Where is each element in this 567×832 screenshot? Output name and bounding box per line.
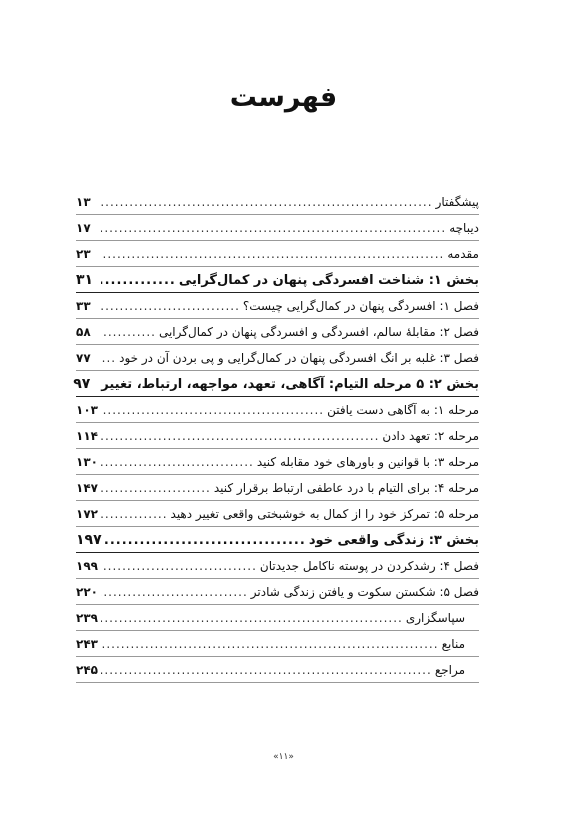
toc-entry-chapter-5[interactable]	[76, 579, 479, 605]
toc-entry-chapter-2[interactable]	[76, 319, 479, 345]
toc-leader-dots	[101, 423, 379, 449]
toc-leader-dots	[101, 241, 444, 267]
toc-leader-dots	[101, 189, 433, 215]
toc-entry-label: مرحله ۲: تعهد دادن	[382, 429, 479, 443]
toc-entry-label: مراجع	[434, 663, 465, 677]
toc-leader-dots	[101, 268, 176, 294]
toc-page-number: ۱۱۴	[76, 429, 98, 443]
toc-leader-dots	[101, 579, 248, 605]
toc-page-number: ۱۴۷	[76, 481, 98, 495]
toc-leader-dots	[105, 528, 306, 554]
toc-part-label: بخش ۳: زندگی واقعی خود	[308, 533, 479, 548]
toc-entry-label: مرحله ۵: تمرکز خود را از کمال به خوشبختی واقعی تغییر دهید	[170, 507, 479, 521]
toc-entry-label: سپاسگزاری	[405, 611, 465, 625]
toc-page-number: ۷۷	[76, 351, 91, 365]
toc-entry-introduction[interactable]	[76, 241, 479, 267]
toc-page-number: ۵۸	[76, 325, 91, 339]
toc-entry-label: فصل ۴: رشدکردن در پوسته ناکامل جدیدتان	[259, 559, 479, 573]
toc-leader-dots	[101, 449, 254, 475]
toc-page-number: ۲۴۳	[76, 637, 98, 651]
toc-page-number: ۳۳	[76, 299, 91, 313]
toc-part-1[interactable]	[76, 267, 479, 293]
toc-page-number: ۲۴۵	[76, 663, 98, 677]
toc-page-number: ۹۷	[73, 376, 91, 392]
toc-page-number: ۲۲۰	[76, 585, 98, 599]
toc-entry-stage-5[interactable]	[76, 501, 479, 527]
toc-leader-dots	[101, 657, 432, 683]
toc-page-number: ۱۹۷	[76, 532, 102, 548]
toc-leader-dots	[101, 319, 156, 345]
toc-leader-dots	[101, 345, 116, 371]
toc-entry-label: فصل ۵: شکستن سکوت و یافتن زندگی شادتر	[250, 585, 479, 599]
toc-page-number: ۲۳۹	[76, 611, 98, 625]
page-title: فهرست	[229, 82, 338, 113]
toc-leader-dots	[101, 475, 211, 501]
toc-leader-dots	[101, 501, 168, 527]
toc-entry-label: فصل ۳: غلبه بر انگ افسردگی پنهان در کمال‌گرایی و پی بردن آن در خود	[119, 351, 479, 365]
toc-entry-label: مرحله ۴: برای التیام با درد عاطفی ارتباط برقرار کنید	[213, 481, 479, 495]
toc-leader-dots	[101, 293, 240, 319]
toc-leader-dots	[101, 553, 257, 579]
toc-page-number: ۳۱	[76, 272, 94, 288]
toc-part-label: بخش ۱: شناخت افسردگی پنهان در کمال‌گرایی	[178, 273, 479, 288]
toc-entry-label: مقدمه	[447, 247, 479, 261]
toc-entry-stage-1[interactable]	[76, 397, 479, 423]
toc-entry-label: فصل ۱: افسردگی پنهان در کمال‌گرایی چیست؟	[242, 299, 479, 313]
toc-page-number: ۱۳۰	[76, 455, 98, 469]
toc-entry-stage-3[interactable]	[76, 449, 479, 475]
toc-part-2[interactable]	[73, 371, 479, 397]
toc-leader-dots	[101, 631, 439, 657]
toc-page-number: ۱۷۲	[76, 507, 98, 521]
toc-entry-label: پیشگفتار	[435, 195, 479, 209]
toc-part-3[interactable]	[76, 527, 479, 553]
table-of-contents	[73, 189, 479, 683]
toc-page-number: ۲۳	[76, 247, 91, 261]
toc-entry-chapter-4[interactable]	[76, 553, 479, 579]
toc-entry-stage-4[interactable]	[76, 475, 479, 501]
toc-entry-references[interactable]	[76, 657, 479, 683]
toc-page-number: ۱۹۹	[76, 559, 98, 573]
toc-entry-label: دیباچه	[449, 221, 479, 235]
toc-entry-chapter-1[interactable]	[76, 293, 479, 319]
toc-page-number: ۱۳	[76, 195, 91, 209]
toc-entry-label: مرحله ۳: با قوانین و باورهای خود مقابله کنید	[256, 455, 479, 469]
toc-entry-label: فصل ۲: مقابلهٔ سالم، افسردگی و افسردگی پنهان در کمال‌گرایی	[158, 325, 479, 339]
toc-entry-foreword[interactable]	[76, 215, 479, 241]
toc-entry-acknowledgements[interactable]	[76, 605, 479, 631]
toc-entry-label: منابع	[441, 637, 465, 651]
toc-leader-dots	[101, 605, 403, 631]
toc-entry-chapter-3[interactable]	[76, 345, 479, 371]
toc-page-number: ۱۰۳	[76, 403, 98, 417]
toc-part-label: بخش ۲: ۵ مرحله التیام: آگاهی، تعهد، مواجهه، ارتباط، تغییر	[101, 377, 479, 392]
toc-entry-label: مرحله ۱: به آگاهی دست یافتن	[327, 403, 479, 417]
toc-entry-stage-2[interactable]	[76, 423, 479, 449]
toc-page-number: ۱۷	[76, 221, 91, 235]
toc-leader-dots	[101, 397, 324, 423]
toc-entry-sources[interactable]	[76, 631, 479, 657]
folio-page-number: «۱۱»	[273, 752, 294, 762]
toc-leader-dots	[101, 215, 446, 241]
toc-entry-preface[interactable]	[76, 189, 479, 215]
